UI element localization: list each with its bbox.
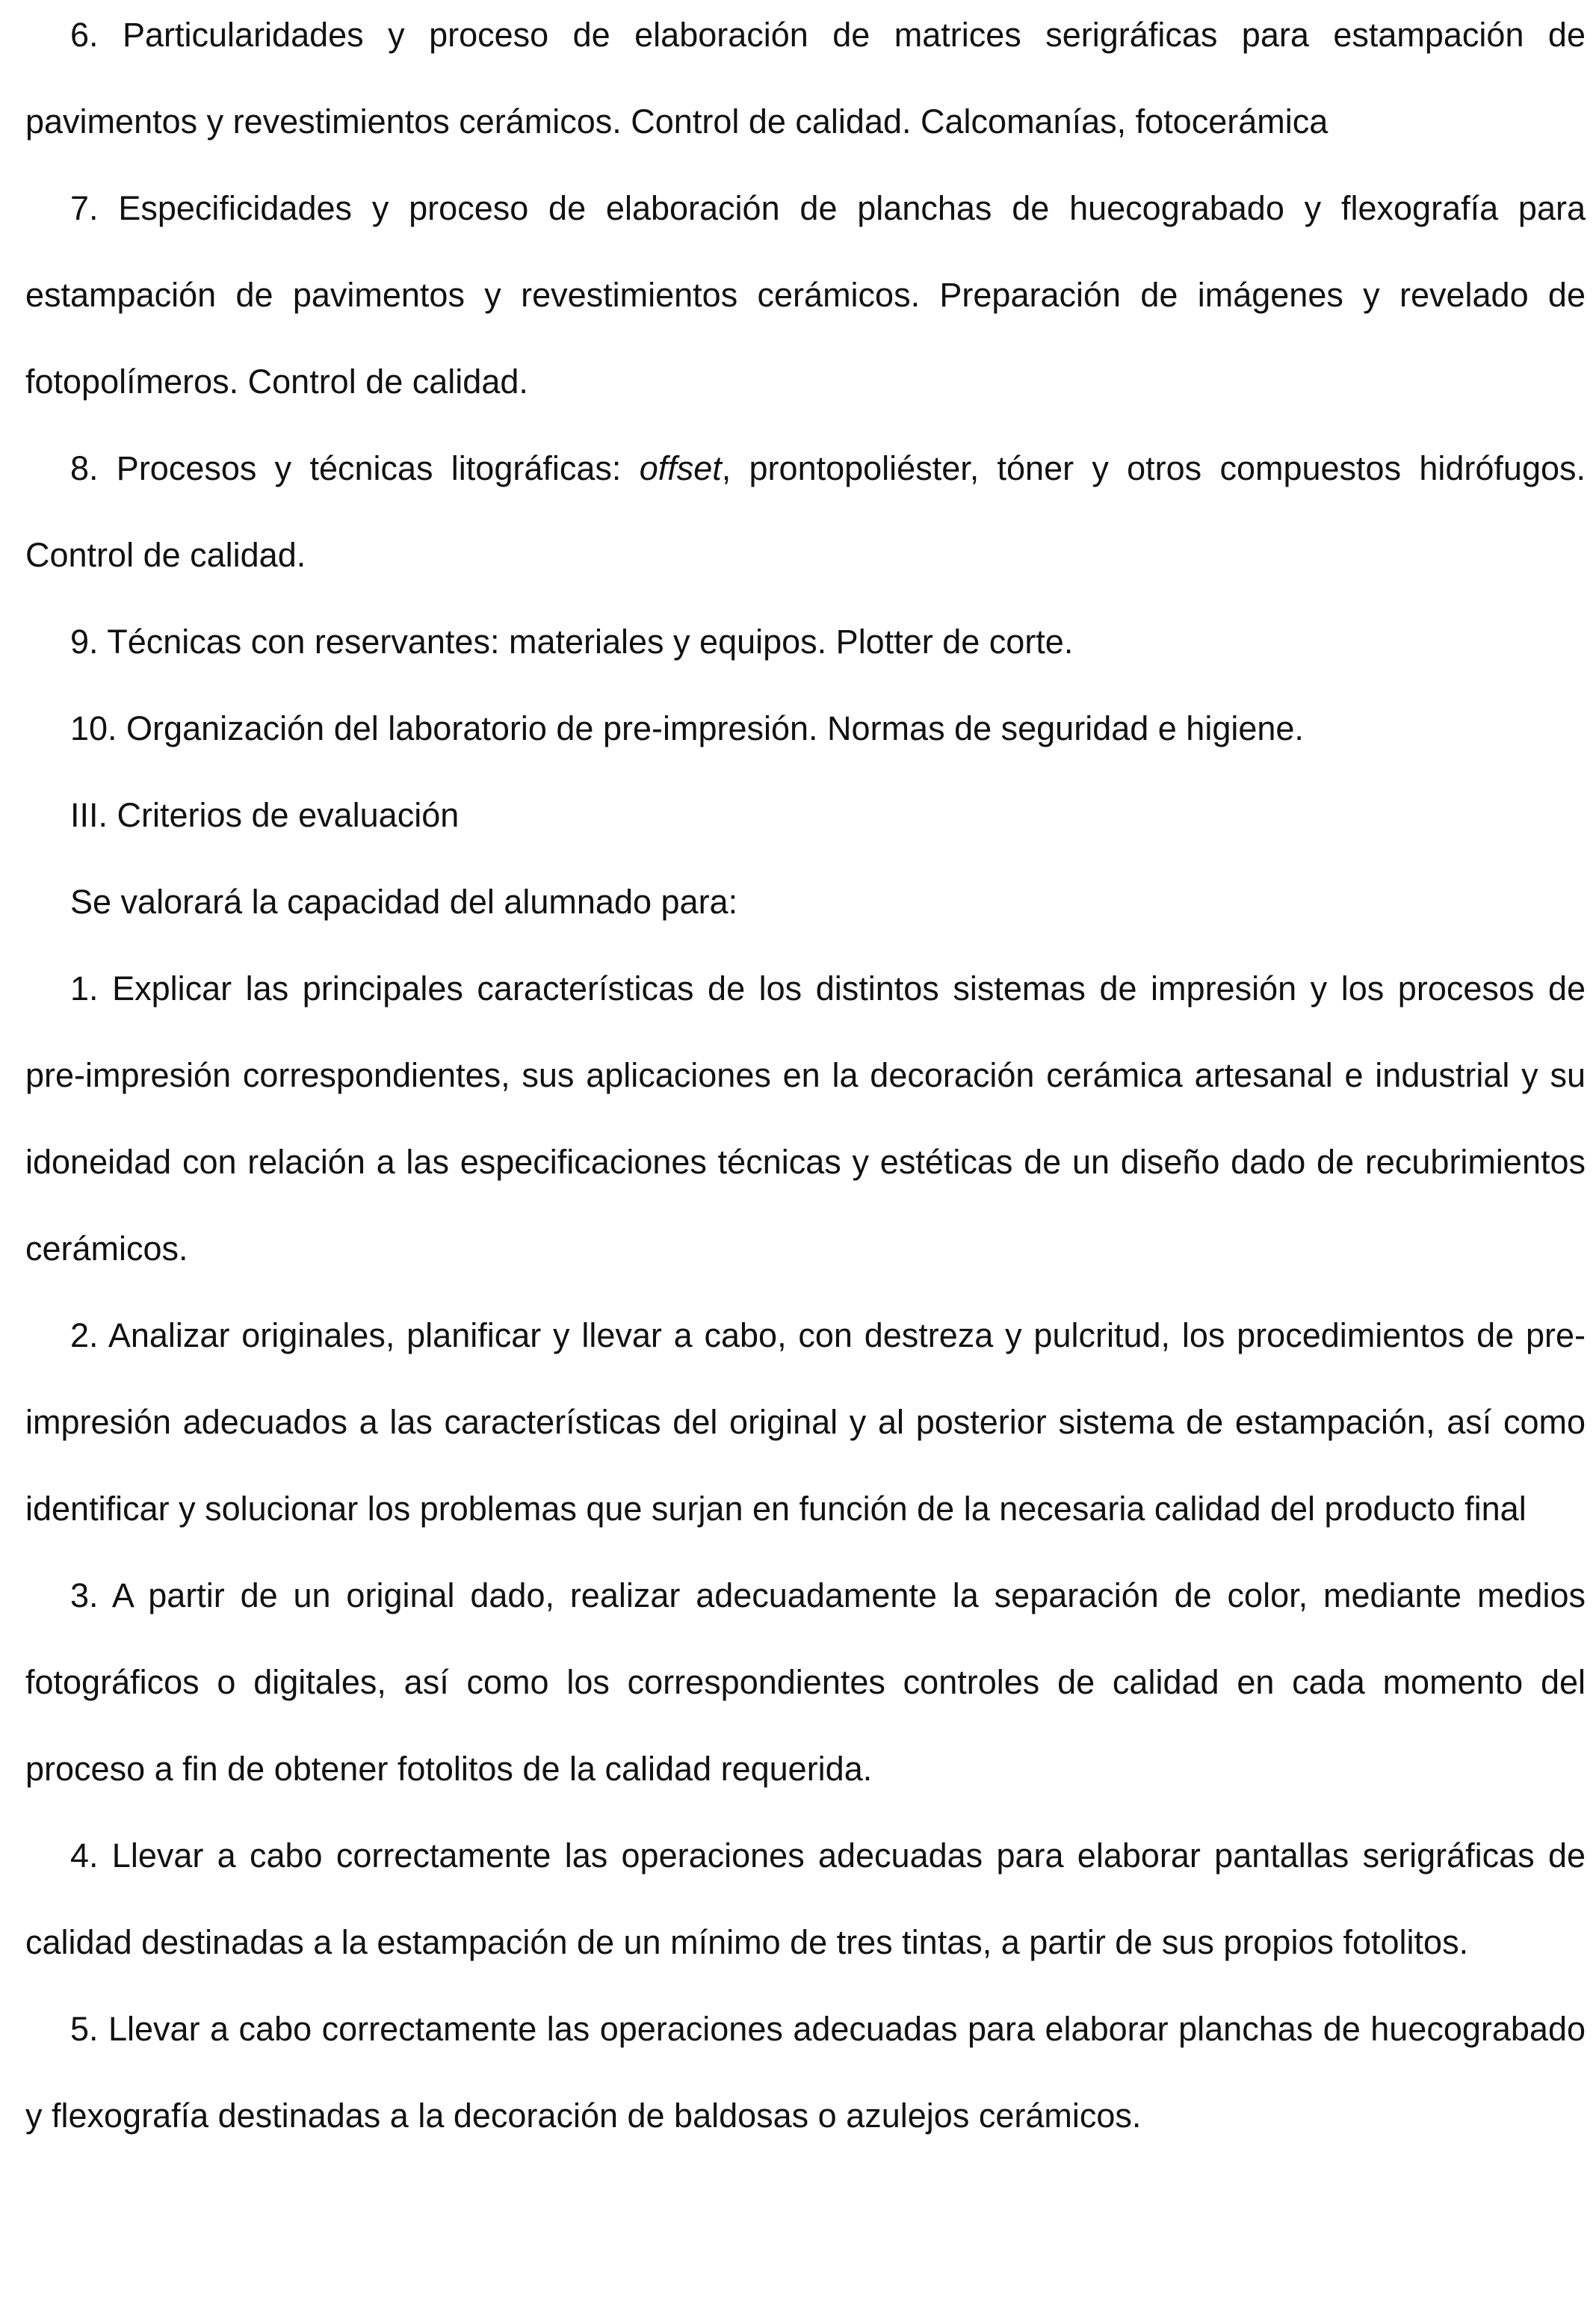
- contents-item-9: 9. Técnicas con reservantes: materiales y equipos. Plotter de corte.: [70, 623, 1074, 661]
- criteria-intro: Se valorará la capacidad del alumnado para:: [70, 883, 738, 921]
- contents-item-6: 6. Particularidades y proceso de elaboración de matrices serigráficas para estampación de pavimentos y revestimientos cerámicos. Control de calidad. Calcomanías, fotocerámica: [25, 16, 1586, 141]
- criterion-4: 4. Llevar a cabo correctamente las operaciones adecuadas para elaborar pantallas serigráficas de calidad destinadas a la estampación de un mínimo de tres tintas, a partir de sus propios fotolitos.: [25, 1836, 1586, 1961]
- document-page: [25, 0, 1586, 2159]
- contents-item-10: 10. Organización del laboratorio de pre-impresión. Normas de seguridad e higiene.: [70, 709, 1304, 747]
- contents-item-8-text-before: 8. Procesos y técnicas litográficas:: [70, 449, 640, 487]
- criterion-1: 1. Explicar las principales características de los distintos sistemas de impresión y los procesos de pre-impresión correspondientes, sus aplicaciones en la decoración cerámica artesanal e industrial y su idoneidad con relación a las especificaciones técnicas y estéticas de un diseño dado de recubrimientos cerámicos.: [25, 969, 1586, 1268]
- criterion-5: 5. Llevar a cabo correctamente las operaciones adecuadas para elaborar planchas de huecograbado y flexografía destinadas a la decoración de baldosas o azulejos cerámicos.: [25, 2010, 1586, 2135]
- criterion-2: 2. Analizar originales, planificar y llevar a cabo, con destreza y pulcritud, los procedimientos de pre-impresión adecuados a las características del original y al posterior sistema de estampación, así como identificar y solucionar los problemas que surjan en función de la necesaria calidad del producto final: [25, 1316, 1586, 1528]
- contents-item-7: 7. Especificidades y proceso de elaboración de planchas de huecograbado y flexografía para estampación de pavimentos y revestimientos cerámicos. Preparación de imágenes y revelado de fotopolímeros. Control de calidad.: [25, 189, 1586, 401]
- criterion-3: 3. A partir de un original dado, realizar adecuadamente la separación de color, mediante medios fotográficos o digitales, así como los correspondientes controles de calidad en cada momento del proceso a fin de obtener fotolitos de la calidad requerida.: [25, 1576, 1586, 1788]
- contents-item-8-text-after: , prontopoliéster, tóner y otros compuestos hidrófugos. Control de calidad.: [25, 449, 1586, 574]
- contents-item-8-italic-term: offset: [639, 449, 722, 487]
- contents-item-8: [25, 425, 1586, 599]
- section-heading: III. Criterios de evaluación: [70, 796, 460, 834]
